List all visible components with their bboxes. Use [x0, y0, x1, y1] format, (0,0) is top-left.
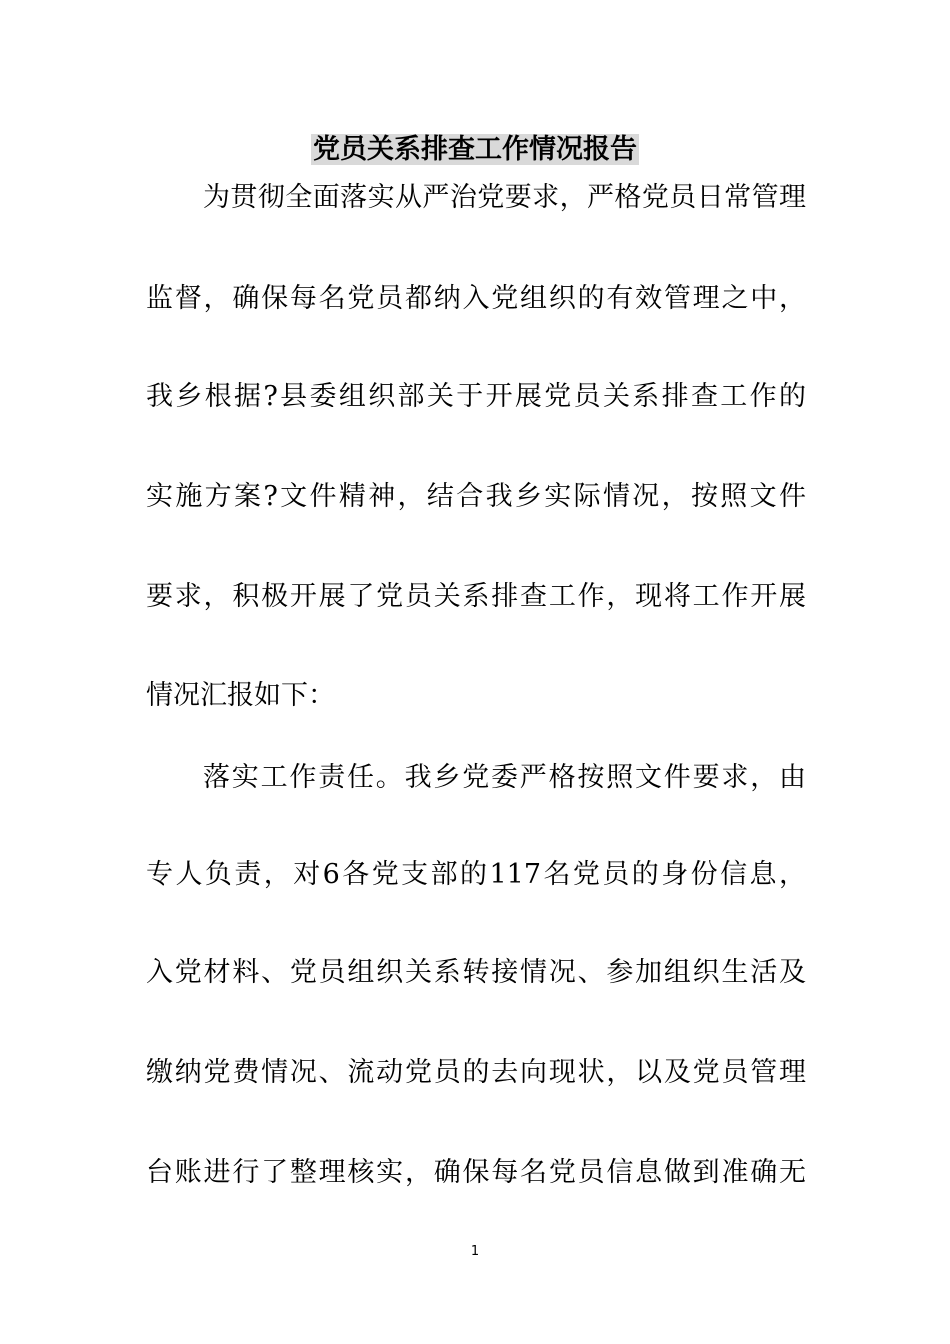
- paragraph-2-line-2: 专人负责，对6各党支部的117名党员的身份信息，: [146, 859, 806, 890]
- page-title: 党员关系排查工作情况报告: [313, 134, 637, 165]
- paragraph-1-line-2: 监督，确保每名党员都纳入党组织的有效管理之中，: [146, 283, 806, 314]
- paragraph-2-line-5: 台账进行了整理核实，确保每名党员信息做到准确无: [146, 1157, 806, 1188]
- paragraph-1-line-6: 情况汇报如下：: [146, 680, 335, 711]
- paragraph-2-line-3: 入党材料、党员组织关系转接情况、参加组织生活及: [146, 957, 806, 988]
- paragraph-1-line-4: 实施方案?文件精神，结合我乡实际情况，按照文件: [146, 481, 806, 512]
- paragraph-2-line-1: 落实工作责任。我乡党委严格按照文件要求，由: [203, 762, 806, 793]
- paragraph-1-line-5: 要求，积极开展了党员关系排查工作，现将工作开展: [146, 581, 806, 612]
- page-number: 1: [470, 1244, 480, 1259]
- paragraph-1-line-1: 为贯彻全面落实从严治党要求，严格党员日常管理: [203, 182, 806, 213]
- paragraph-2-line-4: 缴纳党费情况、流动党员的去向现状，以及党员管理: [146, 1057, 806, 1088]
- paragraph-1-line-3: 我乡根据?县委组织部关于开展党员关系排查工作的: [146, 381, 806, 412]
